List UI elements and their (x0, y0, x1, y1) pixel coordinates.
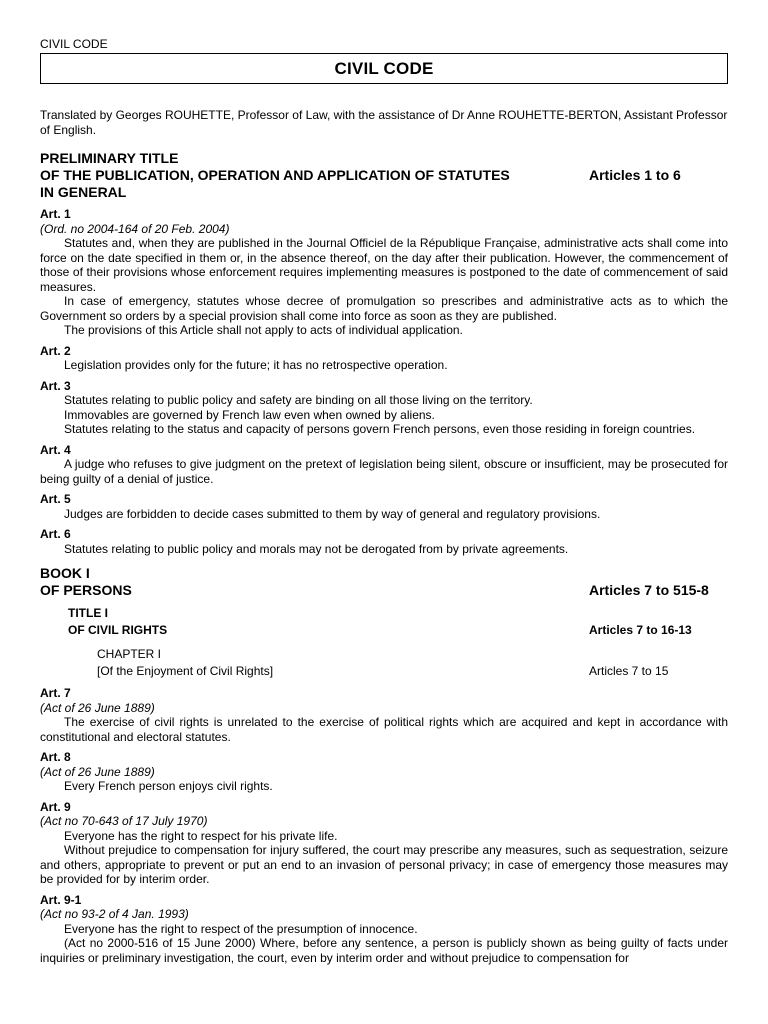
translator-note: Translated by Georges ROUHETTE, Professor of Law, with the assistance of Dr Anne ROUHETTE-BERTON, Assistant Professor of English. (40, 108, 728, 137)
article-paragraph: Statutes relating to the status and capacity of persons govern French persons, even those residing in foreign countries. (64, 422, 696, 436)
preliminary-title-line3: IN GENERAL (40, 184, 127, 200)
chapter-heading-line2: [Of the Enjoyment of Civil Rights] (97, 664, 274, 678)
chapter-articles (40, 686, 728, 965)
article-number: Art. 8 (40, 750, 71, 764)
document-page (40, 37, 728, 965)
article-number: Art. 9-1 (40, 892, 82, 907)
article (40, 379, 728, 437)
title-articles-range: Articles 7 to 16-13 (589, 623, 692, 637)
article-source: (Ord. no 2004-164 of 20 Feb. 2004) (40, 221, 230, 236)
article-paragraph: Statutes and, when they are published in the Journal Officiel de la République Française, administrative acts shall come into force on the date specified in them or, in the absence thereof, on the day after their publication. However, the commencement of those of their provisions whose enforcement requires implementing measures is postponed to the date of commencement of said measures. (40, 236, 728, 294)
article-paragraph: Statutes relating to public policy and safety are binding on all those living on the territory. (64, 393, 533, 407)
article-number: Art. 5 (40, 492, 71, 506)
article (40, 527, 728, 556)
article-number: Art. 1 (40, 207, 71, 221)
article-paragraph: A judge who refuses to give judgment on the pretext of legislation being silent, obscure or insufficient, may be prosecuted for being guilty of a denial of justice. (40, 457, 728, 486)
article-source: (Act no 93-2 of 4 Jan. 1993) (40, 907, 189, 921)
title-heading (40, 605, 728, 639)
article-number: Art. 3 (40, 378, 71, 393)
book-articles-range: Articles 7 to 515-8 (589, 582, 709, 598)
title-heading-line2: OF CIVIL RIGHTS (68, 623, 168, 637)
article-number: Art. 9 (40, 799, 71, 814)
article (40, 800, 728, 887)
book-heading-line2: OF PERSONS (40, 582, 132, 598)
book-heading-line1: BOOK I (40, 565, 90, 581)
book-heading (40, 565, 728, 599)
article-number: Art. 7 (40, 686, 71, 700)
article (40, 443, 728, 487)
article (40, 686, 728, 744)
article-paragraph: The exercise of civil rights is unrelated to the exercise of political rights which are acquired and kept in accordance with constitutional and electoral statutes. (40, 715, 728, 744)
article-source: (Act of 26 June 1889) (40, 700, 155, 715)
article-paragraph: (Act no 2000-516 of 15 June 2000) Where, before any sentence, a person is publicly shown as being guilty of facts under inquiries or preliminary investigation, the court, even by interim order and without prejudice to compensation for (40, 936, 728, 965)
article-paragraph: Every French person enjoys civil rights. (64, 779, 273, 793)
article-number: Art. 6 (40, 527, 71, 541)
preliminary-articles (40, 207, 728, 556)
article-paragraph: Everyone has the right to respect of the presumption of innocence. (64, 921, 418, 936)
chapter-heading-line1: CHAPTER I (97, 647, 162, 661)
article-paragraph: Immovables are governed by French law even when owned by aliens. (64, 407, 435, 422)
preliminary-title (40, 150, 728, 201)
preliminary-articles-range: Articles 1 to 6 (589, 167, 681, 183)
article (40, 893, 728, 966)
article-paragraph: Legislation provides only for the future; it has no retrospective operation. (64, 358, 448, 372)
article (40, 750, 728, 794)
preliminary-title-line2: OF THE PUBLICATION, OPERATION AND APPLICATION OF STATUTES (40, 167, 510, 183)
article-paragraph: Judges are forbidden to decide cases submitted to them by way of general and regulatory provisions. (64, 506, 601, 521)
article-number: Art. 4 (40, 442, 71, 457)
article-paragraph: Everyone has the right to respect for his private life. (64, 828, 338, 843)
article-paragraph: Without prejudice to compensation for injury suffered, the court may prescribe any measures, such as sequestration, seizure and others, appropriate to prevent or put an end to an invasion of personal privacy; in case of emergency those measures may be provided for by interim order. (40, 843, 728, 886)
article-number: Art. 2 (40, 343, 71, 358)
article (40, 492, 728, 521)
title-heading-line1: TITLE I (68, 606, 108, 620)
running-head: CIVIL CODE (40, 37, 108, 51)
article-source: (Act of 26 June 1889) (40, 764, 155, 779)
document-title: CIVIL CODE (40, 53, 728, 84)
article-paragraph: The provisions of this Article shall not apply to acts of individual application. (64, 323, 463, 337)
chapter-articles-range: Articles 7 to 15 (589, 664, 669, 678)
preliminary-title-line1: PRELIMINARY TITLE (40, 150, 179, 166)
article (40, 207, 728, 338)
article-paragraph: Statutes relating to public policy and morals may not be derogated from by private agreements. (64, 541, 569, 556)
article-paragraph: In case of emergency, statutes whose decree of promulgation so prescribes and administrative acts as to which the Government so orders by a special provision shall come into force as soon as they are published. (40, 294, 728, 323)
article-source: (Act no 70-643 of 17 July 1970) (40, 814, 208, 828)
chapter-heading (40, 646, 728, 680)
article (40, 344, 728, 373)
